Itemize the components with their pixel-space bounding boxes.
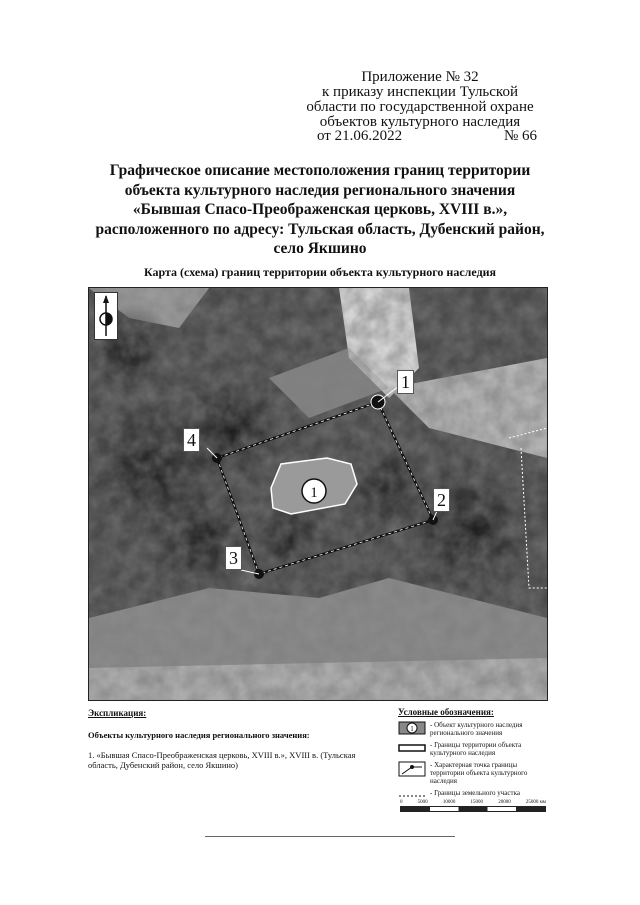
legend-heading: Условные обозначения: xyxy=(398,707,494,717)
legend-row-point xyxy=(398,761,546,785)
appendix-block xyxy=(300,70,540,130)
explication-heading: Экспликация: xyxy=(88,708,147,718)
title-line: объекта культурного наследия регионального значения xyxy=(124,181,516,199)
appendix-line: Приложение № 32 xyxy=(361,69,479,85)
legend-label: - Характерная точка границы территории объекта культурного наследия xyxy=(430,761,528,785)
order-number: № 66 xyxy=(503,128,537,144)
object-symbol-icon xyxy=(398,721,426,735)
point-label-2: 2 xyxy=(433,488,450,512)
point-label-1: 1 xyxy=(397,370,414,394)
point-label-4: 4 xyxy=(183,428,200,452)
explication-item: 1. «Бывшая Спасо-Преображенская церковь, XVIII в.», XVIII в. (Тульская область, Дубенский район, село Якшино) xyxy=(88,750,356,770)
map-caption: Карта (схема) границ территории объекта культурного наследия xyxy=(143,265,497,279)
map-view[interactable] xyxy=(88,287,548,701)
boundary-line-icon xyxy=(398,741,426,755)
explication xyxy=(88,708,378,770)
svg-text:1: 1 xyxy=(410,725,414,733)
legend-row-boundary xyxy=(398,741,546,757)
order-date: от 21.06.2022 xyxy=(317,128,403,144)
scale-tick: 10000 xyxy=(442,800,456,805)
satellite-image xyxy=(89,288,547,700)
appendix-line: объектов культурного наследия xyxy=(319,114,521,130)
scale-tick: 20000 xyxy=(498,800,511,805)
boundary-point-icon xyxy=(398,761,426,777)
footer-divider xyxy=(205,836,455,837)
legend-row-object xyxy=(398,721,546,737)
order-line xyxy=(317,128,537,145)
object-marker-label: 1 xyxy=(310,485,318,501)
scale-tick: 5000 xyxy=(417,800,428,805)
title-line: село Якшино xyxy=(273,240,367,257)
north-arrow-icon xyxy=(94,292,118,340)
legend-label: - Границы территории объекта культурного наследия xyxy=(430,741,522,757)
title-line: Графическое описание местоположения границ территории xyxy=(109,162,531,179)
scale-bar-graphic xyxy=(400,806,546,812)
document-title xyxy=(80,161,560,259)
appendix-line: к приказу инспекции Тульской xyxy=(322,84,518,100)
point-label-3: 3 xyxy=(225,546,242,570)
title-line: расположенного по адресу: Тульская область, Дубенский район, xyxy=(95,220,545,238)
scale-tick: 25000 мм xyxy=(525,800,546,805)
explication-subheading: Объекты культурного наследия регионального значения: xyxy=(88,730,310,740)
title-line: «Бывшая Спасо-Преображенская церковь, XVIII в.», xyxy=(132,201,508,218)
appendix-line: области по государственной охране xyxy=(306,99,534,115)
scale-bar xyxy=(400,800,546,812)
legend xyxy=(398,708,546,807)
legend-label: - Объект культурного наследия регионального значения xyxy=(430,721,523,737)
legend-label: - Границы земельного участка xyxy=(430,789,520,797)
scale-tick: 15000 xyxy=(470,800,484,805)
scale-tick: 0 xyxy=(400,800,403,805)
